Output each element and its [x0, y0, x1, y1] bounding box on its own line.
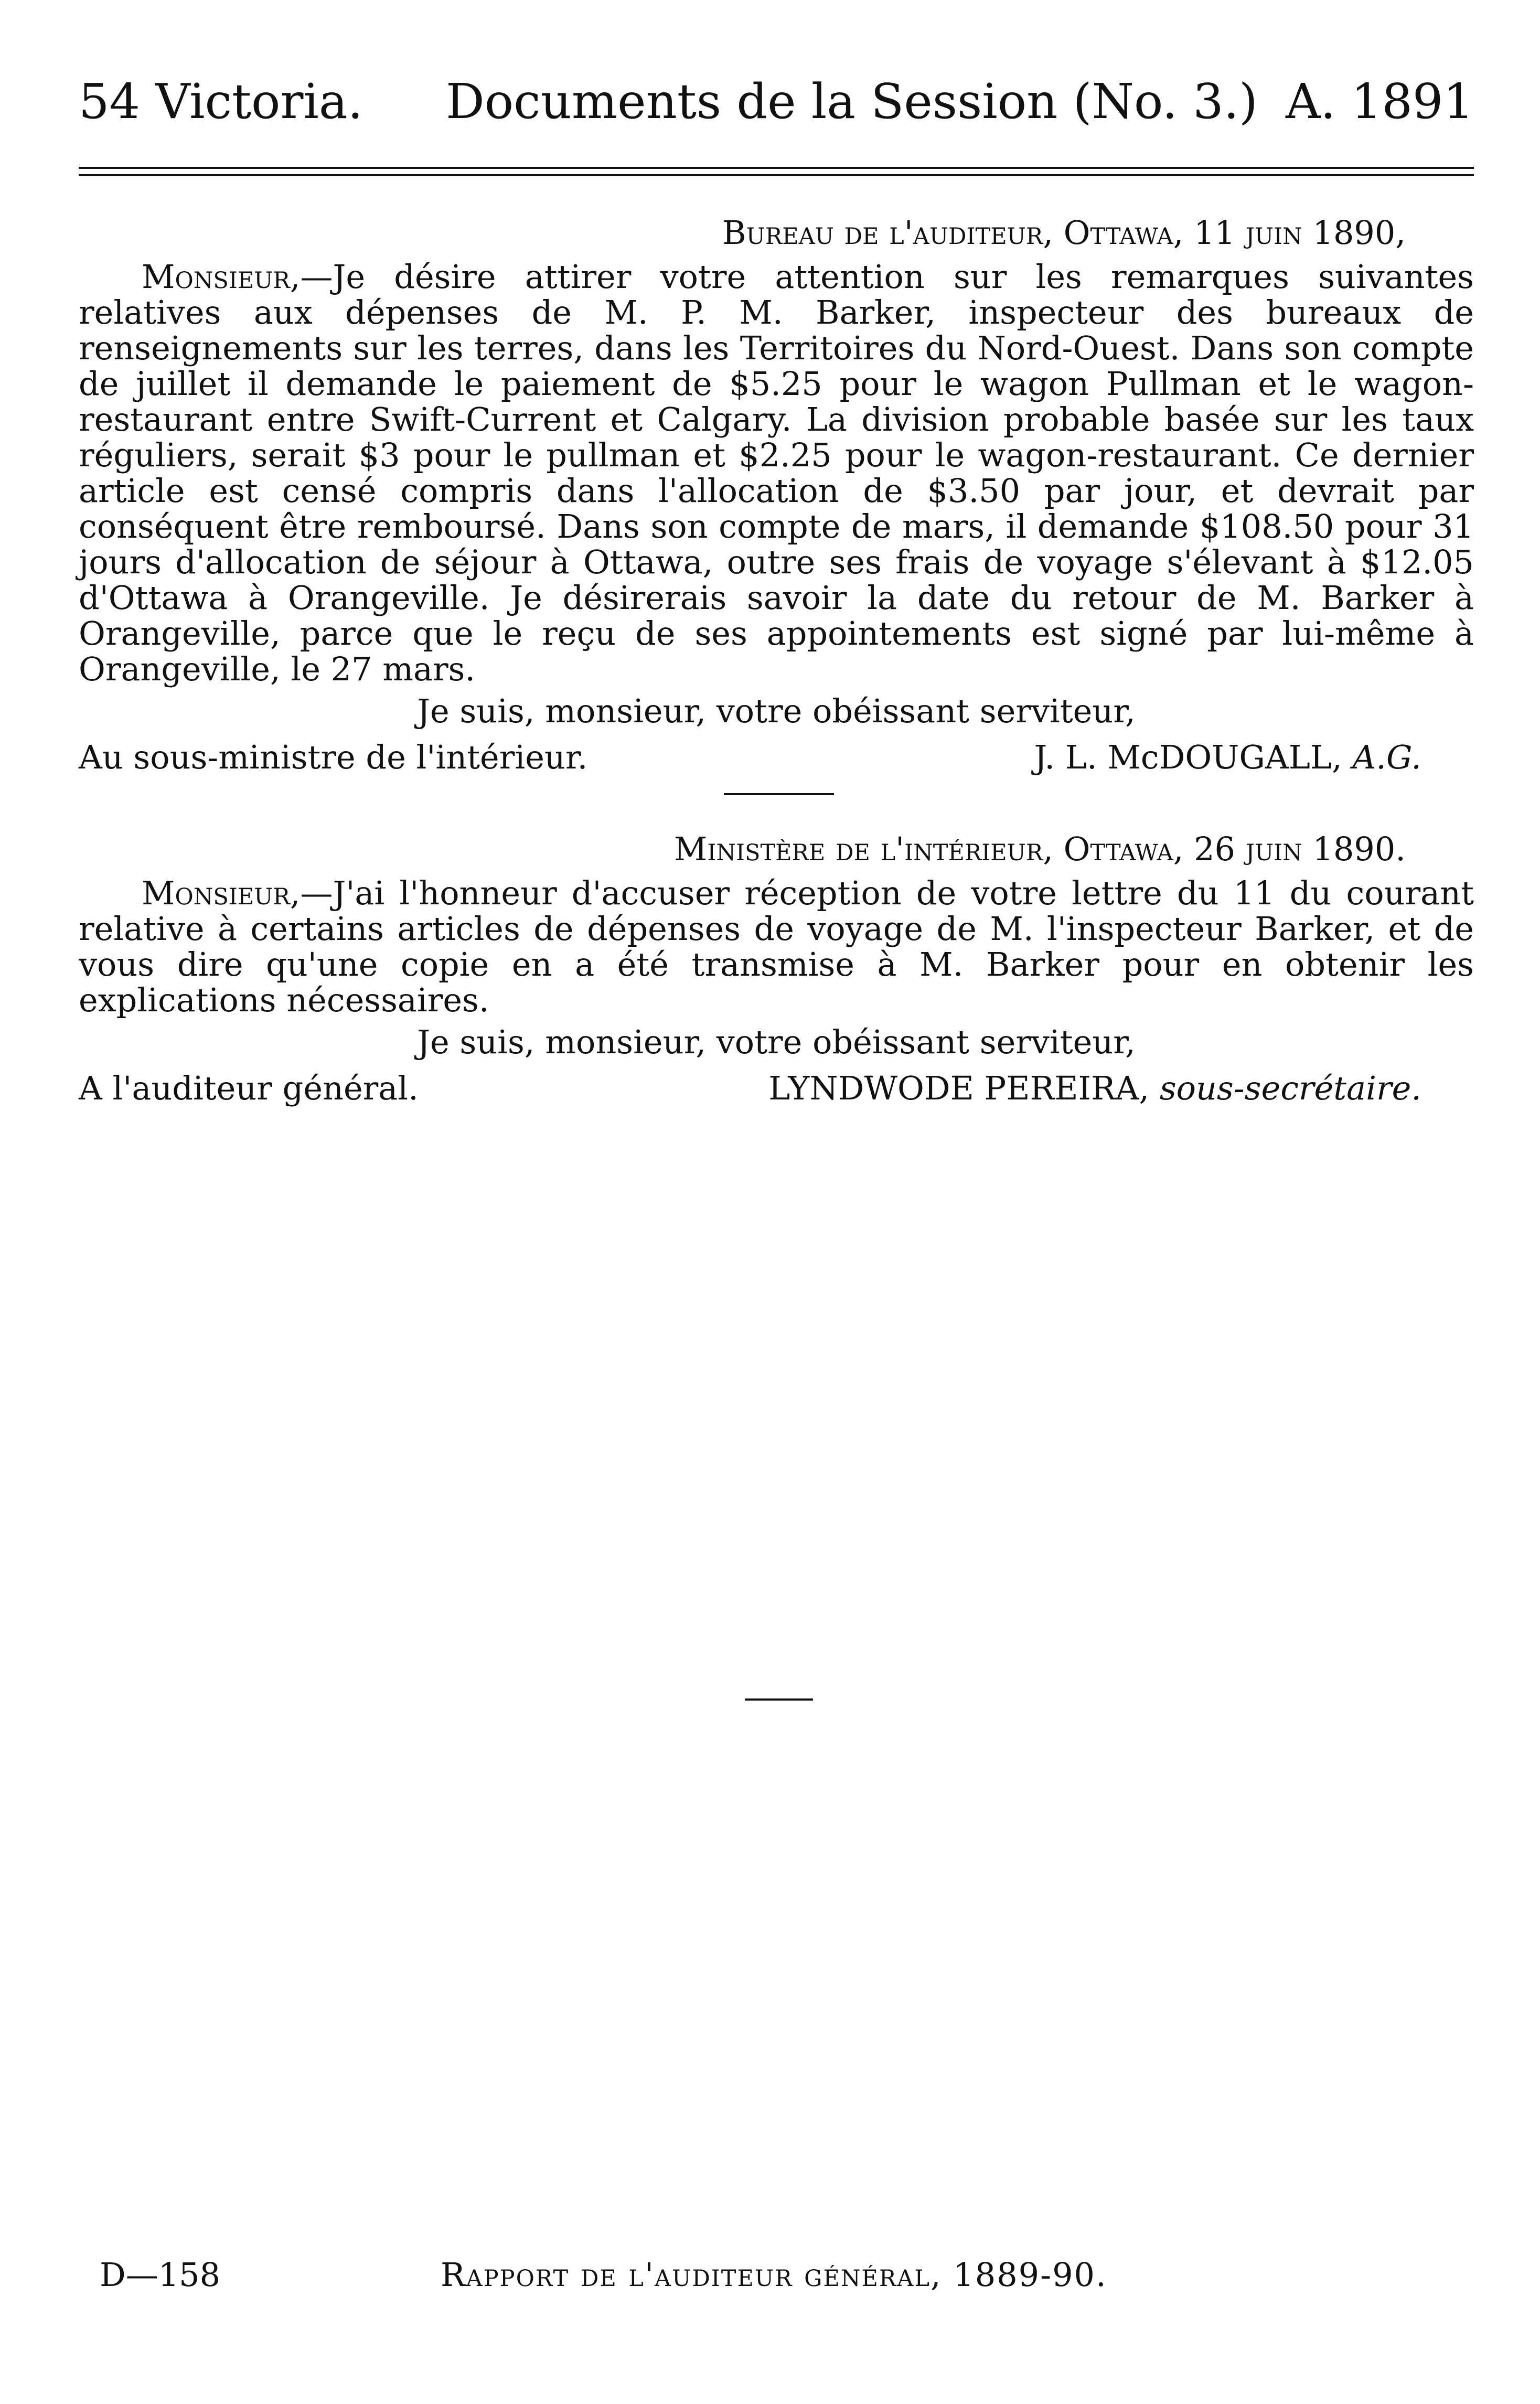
letter2-signature-row	[79, 1071, 1474, 1109]
letter1-text: —Je désire attirer votre attention sur les remarques suivantes relatives aux dépenses de M. P. M. Barker, inspecteur des bureaux de renseignements sur les terres, dans les Territoires du Nord-Ouest. Dans son compte de juillet il demande le paiement de $5.25 pour le wagon Pullman et le wagon-restaurant entre Swift-Current et Calgary. La division probable basée sur les taux réguliers, serait $3 pour le pullman et $2.25 pour le wagon-restaurant. Ce dernier article est censé compris dans l'allocation de $3.50 par jour, et devrait par conséquent être remboursé. Dans son compte de mars, il demande $108.50 pour 31 jours d'allocation de séjour à Ottawa, outre ses frais de voyage s'élevant à $12.05 d'Ottawa à Orangeville. Je désirerais savoir la date du retour de M. Barker à Orangeville, parce que le reçu de ses appointements est signé par lui-même à Orangeville, le 27 mars.	[79, 258, 1474, 688]
letter1-closing: Je suis, monsieur, votre obéissant serviteur,	[417, 692, 1136, 730]
letter1-addressee: Au sous-ministre de l'intérieur.	[79, 738, 588, 776]
letter1-dateline: Bureau de l'auditeur, Ottawa, 11 juin 1890,	[722, 213, 1406, 252]
letter2-signer-title: sous-secrétaire.	[1159, 1069, 1421, 1107]
letter1-signer-title: A.G.	[1352, 738, 1421, 776]
header-double-rule	[79, 167, 1474, 176]
letter2-signer: LYNDWODE PEREIRA,	[768, 1069, 1150, 1107]
letter2-signature	[768, 1071, 1421, 1106]
letter2-dateline: Ministère de l'intérieur, Ottawa, 26 juin 1890.	[673, 830, 1406, 868]
letter2-salutation: Monsieur,	[142, 874, 301, 912]
letter1-salutation: Monsieur,	[142, 258, 301, 296]
footer-page-number: D—158	[100, 2256, 221, 2294]
letter1-signature-row	[79, 740, 1474, 778]
running-head	[79, 73, 1474, 131]
letter1-signer: J. L. McDOUGALL,	[1034, 738, 1342, 776]
letter2-text: —J'ai l'honneur d'accuser réception de votre lettre du 11 du courant relative à certains articles de dépenses de voyage de M. l'inspecteur Barker, et de vous dire qu'une copie en a été transmise à M. Barker pour en obtenir les explications nécessaires.	[79, 874, 1474, 1019]
letter1-body	[79, 259, 1474, 687]
end-rule	[745, 1698, 813, 1701]
letter2-body	[79, 875, 1474, 1018]
header-year: A. 1891	[1285, 73, 1474, 130]
footer-report-title: Rapport de l'auditeur général, 1889-90.	[441, 2256, 1107, 2294]
letter-auditor	[79, 215, 1474, 778]
letter2-closing: Je suis, monsieur, votre obéissant serviteur,	[417, 1023, 1136, 1061]
header-title: Documents de la Session (No. 3.)	[446, 73, 1258, 130]
letter1-signature	[1034, 740, 1421, 775]
letter-interior	[79, 831, 1474, 1109]
section-divider	[724, 793, 834, 795]
header-volume: 54 Victoria.	[79, 73, 363, 130]
page-footer	[79, 2256, 1474, 2298]
letter2-addressee: A l'auditeur général.	[79, 1069, 419, 1107]
